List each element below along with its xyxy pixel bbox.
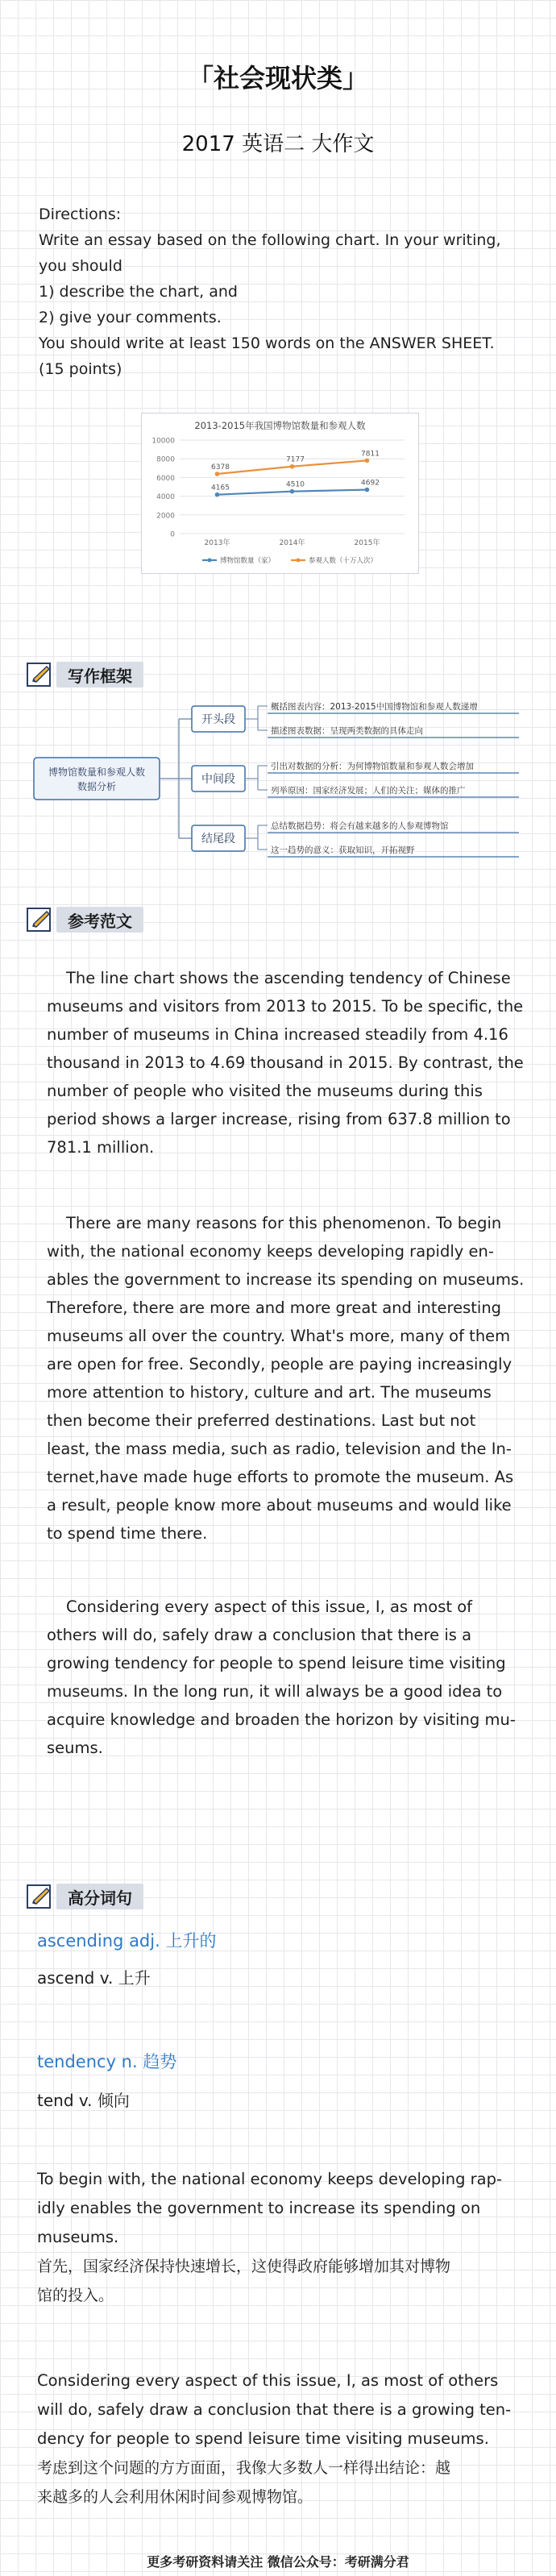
footer-note: 更多考研资料请关注 微信公众号：考研满分君 [147, 2554, 409, 2570]
line-chart [141, 413, 419, 574]
essay-paragraph-3 [47, 1593, 530, 1762]
legend-label: 参观人数（十万人次） [309, 557, 378, 565]
y-tick-label: 0 [170, 530, 175, 539]
framework-section-header [26, 661, 143, 688]
chart-frame [142, 413, 419, 574]
x-tick-label: 2015年 [354, 539, 380, 547]
essay-line: museums all over the country. What's more, many of them [47, 1327, 511, 1345]
essay-line: then become their preferred destinations. Last but not [47, 1411, 476, 1430]
essay-line: Considering every aspect of this issue, I, as most of [66, 1598, 473, 1616]
essay-line: museums and visitors from 2013 to 2015. To be specific, the [47, 997, 524, 1016]
directions-line: Directions: [39, 206, 122, 223]
pencil-icon [26, 1883, 56, 1910]
legend-label: 博物馆数量（家） [220, 557, 276, 565]
example-en-line: museums. [37, 2228, 119, 2246]
framework-center-label: 数据分析 [77, 781, 117, 792]
directions-line: You should write at least 150 words on the ANSWER SHEET. [39, 334, 495, 352]
x-tick-label: 2014年 [279, 539, 305, 547]
y-tick-label: 2000 [156, 512, 175, 521]
essay-line: growing tendency for people to spend leisure time visiting [47, 1654, 506, 1672]
directions-line: Write an essay based on the following chart. In your writing, [39, 231, 501, 249]
essay-line: museums. In the long run, it will always be a good idea to [47, 1682, 503, 1701]
x-tick-label: 2013年 [204, 539, 230, 547]
framework-connector [160, 719, 192, 838]
example-zh-line: 来越多的人会利用休闲时间参观博物馆。 [37, 2488, 313, 2506]
data-point [215, 492, 220, 497]
example-sentence-1 [37, 2165, 529, 2310]
vocab-section-header [26, 1883, 143, 1910]
legend-marker [208, 559, 212, 563]
example-sentence-2 [37, 2366, 529, 2512]
framework-branch-label: 开头段 [201, 713, 235, 726]
essay-line: The line chart shows the ascending tendency of Chinese [66, 969, 511, 987]
essay-line: Therefore, there are more and more great and interesting [47, 1298, 502, 1317]
essay-line: seums. [47, 1739, 103, 1757]
sample-heading: 参考范文 [56, 907, 143, 933]
vocab-derived-word: tend v. 倾向 [37, 2091, 130, 2110]
framework-item-text: 列举原因：国家经济发展；人们的关注；媒体的推广 [271, 786, 466, 796]
essay-line: number of museums in China increased steadily from 4.16 [47, 1025, 508, 1044]
essay-line: ables the government to increase its spending on museums. [47, 1270, 525, 1289]
framework-item-text: 概括图表内容：2013-2015中国博物馆和参观人数递增 [271, 702, 478, 712]
framework-branch-label: 中间段 [201, 773, 235, 786]
sample-section-header [26, 906, 143, 933]
example-zh-line: 考虑到这个问题的方方面面，我像大多数人一样得出结论：越 [37, 2459, 451, 2477]
framework-branch-connector [245, 825, 268, 850]
data-point [290, 464, 295, 469]
framework-center-box [34, 758, 160, 800]
vocab-derived-word: ascend v. 上升 [37, 1968, 151, 1988]
framework-heading: 写作框架 [56, 662, 143, 688]
essay-line: others will do, safely draw a conclusion that there is a [47, 1626, 472, 1644]
essay-line: There are many reasons for this phenomenon. To begin [66, 1214, 502, 1232]
chart-title: 2013-2015年我国博物馆数量和参观人数 [194, 420, 366, 431]
essay-line: thousand in 2013 to 4.69 thousand in 2015. By contrast, the [47, 1053, 524, 1072]
essay-paragraph-1 [47, 964, 530, 1161]
example-en-line: To begin with, the national economy keeps developing rap- [37, 2170, 503, 2188]
vocab-key-word: tendency n. 趋势 [37, 2052, 177, 2071]
directions-line: 2) give your comments. [39, 309, 222, 326]
framework-branch-connector [245, 706, 268, 730]
directions-line: you should [39, 257, 122, 275]
framework-center-label: 博物馆数量和参观人数 [48, 767, 146, 778]
legend-marker [297, 559, 301, 563]
framework-branch-connector [245, 766, 268, 790]
framework-item-text: 总结数据趋势：将会有越来越多的人参观博物馆 [271, 821, 449, 831]
essay-line: a result, people know more about museums and would like [47, 1496, 512, 1514]
framework-mindmap [32, 701, 524, 862]
example-en-line: Considering every aspect of this issue, I, as most of others [37, 2371, 499, 2390]
data-label: 4692 [361, 479, 380, 488]
example-zh-line: 馆的投入。 [37, 2287, 114, 2304]
data-label: 7811 [361, 450, 380, 459]
data-label: 4165 [211, 484, 230, 492]
y-tick-label: 8000 [156, 455, 175, 464]
essay-line: number of people who visited the museums during this [47, 1082, 483, 1100]
framework-item-text: 描述图表数据：呈现两类数据的具体走向 [271, 726, 423, 736]
vocab-heading: 高分词句 [56, 1884, 143, 1909]
essay-line: to spend time there. [47, 1524, 208, 1543]
example-en-line: will do, safely draw a conclusion that there is a growing ten- [37, 2400, 512, 2419]
data-point [215, 472, 220, 476]
essay-paragraph-2 [47, 1209, 530, 1548]
data-label: 7177 [286, 455, 305, 464]
page-title: 「社会现状类」 [187, 63, 368, 93]
essay-line: with, the national economy keeps developing rapidly en- [47, 1242, 494, 1261]
y-tick-label: 6000 [156, 474, 175, 483]
essay-line: least, the mass media, such as radio, television and the In- [47, 1440, 512, 1458]
example-en-line: dency for people to spend leisure time visiting museums. [37, 2429, 489, 2448]
pencil-icon [26, 906, 56, 933]
essay-line: 781.1 million. [47, 1138, 155, 1157]
page-subtitle: 2017 英语二 大作文 [181, 132, 375, 156]
example-en-line: idly enables the government to increase its spending on [37, 2199, 481, 2217]
data-label: 4510 [286, 480, 305, 489]
essay-line: acquire knowledge and broaden the horizon by visiting mu- [47, 1710, 516, 1729]
data-point [365, 488, 370, 492]
directions [39, 202, 530, 382]
framework-item-text: 引出对数据的分析：为何博物馆数量和参观人数会增加 [271, 762, 474, 771]
directions-line: (15 points) [39, 360, 122, 378]
vocab-key-word: ascending adj. 上升的 [37, 1931, 217, 1951]
essay-line: period shows a larger increase, rising from 637.8 million to [47, 1110, 511, 1128]
data-point [365, 459, 370, 463]
essay-line: are open for free. Secondly, people are paying increasingly [47, 1355, 512, 1373]
pencil-icon [26, 661, 56, 688]
framework-branch-label: 结尾段 [201, 833, 235, 846]
essay-line: more attention to history, culture and art. The museums [47, 1383, 492, 1402]
directions-line: 1) describe the chart, and [39, 283, 238, 301]
data-point [290, 489, 295, 494]
data-label: 6378 [211, 463, 230, 472]
example-zh-line: 首先，国家经济保持快速增长，这使得政府能够增加其对博物 [37, 2258, 451, 2275]
framework-item-text: 这一趋势的意义：获取知识，开拓视野 [271, 846, 415, 855]
y-tick-label: 10000 [151, 437, 175, 446]
essay-line: ternet,have made huge efforts to promote the museum. As [47, 1468, 514, 1486]
y-tick-label: 4000 [156, 493, 175, 502]
